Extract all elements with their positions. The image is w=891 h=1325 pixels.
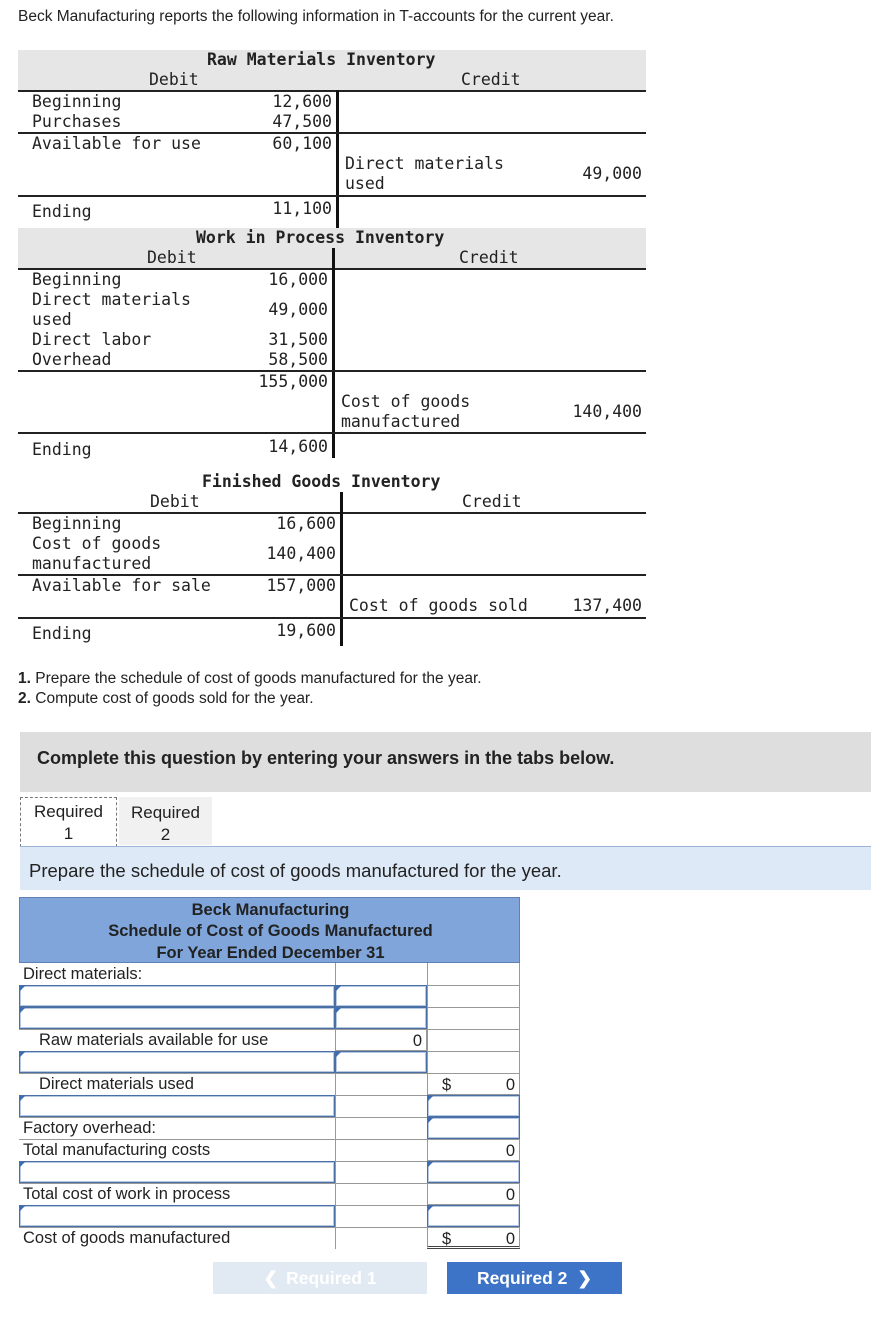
credit-entry-value: 137,400	[572, 596, 642, 615]
raw-materials-t-account	[18, 50, 646, 228]
purchases-label: Purchases	[32, 112, 122, 131]
total-mfg-value: 0	[427, 1139, 520, 1161]
label-input[interactable]	[19, 1095, 335, 1117]
raw-available-label: Raw materials available for use	[39, 1031, 269, 1049]
label-input[interactable]	[19, 1051, 335, 1073]
credit-entry-label: Cost of goods sold	[349, 596, 528, 615]
direct-materials-label: Direct materials:	[23, 965, 143, 983]
label-input[interactable]	[19, 1007, 335, 1029]
row-input-6	[19, 1205, 520, 1228]
ending-label: Ending	[32, 440, 92, 459]
amount-input[interactable]	[335, 985, 427, 1007]
amount-input[interactable]	[427, 1161, 520, 1183]
prev-required-button[interactable]: ❮ Required 1	[213, 1262, 427, 1294]
dm-used-label: Direct materials used	[39, 1075, 194, 1093]
row-input-3	[19, 1051, 520, 1074]
beginning-value: 12,600	[272, 92, 332, 111]
ending-label: Ending	[32, 624, 92, 643]
label-input[interactable]	[19, 1161, 335, 1183]
debit-label: Debit	[147, 248, 197, 267]
ending-value: 14,600	[268, 437, 328, 456]
ending-value: 19,600	[276, 621, 336, 640]
tab-required-1[interactable]: Required 1	[20, 797, 117, 847]
debit-total-value: 155,000	[258, 372, 328, 391]
credit-entry-label-line2: used	[345, 174, 385, 193]
question-1: 1. Prepare the schedule of cost of goods manufactured for the year.	[18, 670, 482, 687]
available-value: 157,000	[266, 576, 336, 595]
dm-used-label-line2: used	[32, 310, 72, 329]
available-value: 60,100	[272, 134, 332, 153]
chevron-left-icon: ❮	[263, 1268, 279, 1288]
beginning-label: Beginning	[32, 270, 122, 289]
schedule-header	[19, 897, 520, 963]
t-account-title: Work in Process Inventory	[196, 228, 445, 247]
credit-entry-label-line2: manufactured	[341, 412, 461, 431]
amount-input[interactable]	[427, 1117, 520, 1139]
row-total-mfg	[19, 1139, 520, 1162]
credit-entry-value: 140,400	[572, 402, 642, 421]
dm-used-label: Direct materials	[32, 290, 191, 309]
row-input-2	[19, 1007, 520, 1030]
dm-used-value: 0	[505, 1076, 515, 1094]
cogm-value: 140,400	[266, 544, 336, 563]
schedule-company: Beck Manufacturing	[191, 901, 350, 919]
amount-input[interactable]	[335, 1051, 427, 1073]
total-wip-value: 0	[427, 1183, 520, 1205]
credit-entry-label: Direct materials	[345, 154, 504, 173]
t-account-title: Finished Goods Inventory	[202, 472, 441, 491]
ending-value: 11,100	[272, 199, 332, 218]
cogm-value: 0	[505, 1230, 515, 1248]
cogm-label: Cost of goods manufactured	[23, 1229, 231, 1247]
tab-instruction: Prepare the schedule of cost of goods manufactured for the year.	[20, 847, 871, 890]
available-label: Available for sale	[32, 576, 211, 595]
beginning-label: Beginning	[32, 92, 122, 111]
wip-t-account	[18, 228, 646, 470]
question-list	[18, 669, 482, 709]
cogm-schedule	[19, 897, 520, 1252]
banner-text: Complete this question by entering your answers in the tabs below.	[37, 748, 615, 768]
amount-input[interactable]	[427, 1095, 520, 1117]
factory-overhead-label: Factory overhead:	[23, 1119, 156, 1137]
purchases-value: 47,500	[272, 112, 332, 131]
beginning-value: 16,600	[276, 514, 336, 533]
row-input-4	[19, 1095, 520, 1118]
beginning-label: Beginning	[32, 514, 122, 533]
row-total-wip	[19, 1183, 520, 1206]
beginning-value: 16,000	[268, 270, 328, 289]
direct-labor-label: Direct labor	[32, 330, 152, 349]
label-input[interactable]	[19, 1205, 335, 1227]
raw-available-value: 0	[335, 1029, 427, 1051]
dm-used-value: 49,000	[268, 300, 328, 319]
question-2: 2. Compute cost of goods sold for the year.	[18, 690, 314, 707]
credit-entry-value: 49,000	[582, 164, 642, 183]
next-required-button[interactable]: Required 2 ❯	[447, 1262, 622, 1294]
tab-required-2[interactable]: Required 2	[119, 797, 212, 846]
t-account-title: Raw Materials Inventory	[207, 50, 436, 69]
row-raw-available	[19, 1029, 520, 1052]
overhead-label: Overhead	[32, 350, 112, 369]
instruction-banner	[20, 732, 871, 792]
credit-label: Credit	[461, 70, 521, 89]
amount-input[interactable]	[427, 1205, 520, 1227]
debit-label: Debit	[149, 70, 199, 89]
amount-input[interactable]	[335, 1007, 427, 1029]
schedule-title: Schedule of Cost of Goods Manufactured	[108, 922, 433, 940]
ending-label: Ending	[32, 202, 92, 221]
credit-entry-label: Cost of goods	[341, 392, 471, 411]
schedule-period: For Year Ended December 31	[156, 944, 385, 962]
cogm-label-line2: manufactured	[32, 554, 152, 573]
overhead-value: 58,500	[268, 350, 328, 369]
total-mfg-label: Total manufacturing costs	[23, 1141, 211, 1159]
direct-labor-value: 31,500	[268, 330, 328, 349]
available-label: Available for use	[32, 134, 201, 153]
intro-text: Beck Manufacturing reports the following information in T-accounts for the current year.	[18, 8, 614, 25]
credit-label: Credit	[459, 248, 519, 267]
cogm-label: Cost of goods	[32, 534, 162, 553]
label-input[interactable]	[19, 985, 335, 1007]
row-dm-used	[19, 1073, 520, 1096]
currency-symbol: $	[442, 1230, 452, 1248]
row-cogm	[19, 1227, 520, 1249]
row-input-5	[19, 1161, 520, 1184]
finished-goods-t-account	[18, 472, 646, 650]
credit-label: Credit	[462, 492, 522, 511]
row-direct-materials	[19, 963, 520, 986]
row-input-1	[19, 985, 520, 1008]
total-wip-label: Total cost of work in process	[23, 1185, 231, 1203]
row-factory-overhead	[19, 1117, 520, 1140]
currency-symbol: $	[442, 1076, 452, 1094]
chevron-right-icon: ❯	[577, 1268, 593, 1288]
debit-label: Debit	[150, 492, 200, 511]
